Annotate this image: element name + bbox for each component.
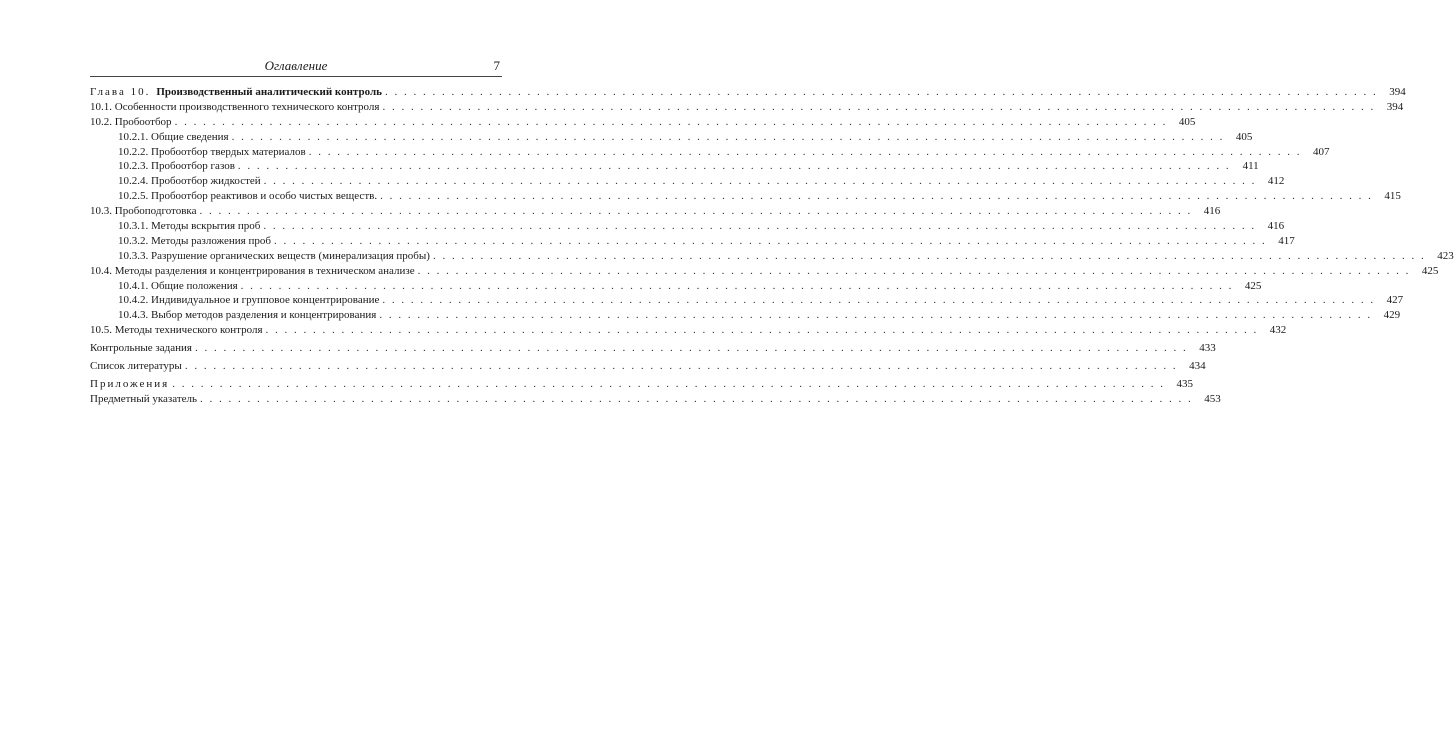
toc-entry-10-4-3 (90, 308, 1401, 323)
toc-entry-page: 417 (1278, 234, 1295, 247)
chapter-label: Глава 10. (90, 86, 151, 98)
toc-entry-page: 416 (1267, 220, 1285, 233)
toc-entry-title: 10.4.1. Общие положения (118, 279, 238, 292)
toc-entry-page: 412 (1267, 175, 1285, 188)
page-number: 7 (493, 58, 500, 73)
toc-entry-page: 435 (1176, 377, 1193, 390)
toc-back-appendices (90, 377, 1193, 392)
toc-entry-10-3 (90, 204, 1221, 219)
toc-entry-title: 10.3.2. Методы разложения проб (118, 234, 271, 247)
toc-entry-title: 10.2.5. Пробоотбор реактивов и особо чистых веществ. (118, 190, 378, 203)
toc-entry-title: Список литературы (90, 360, 182, 373)
dot-leader (172, 377, 1165, 392)
toc-entry-title: 10.3.1. Методы вскрытия проб (118, 220, 261, 233)
toc-entry-10-4-1 (90, 279, 1262, 294)
toc-entry-10-3-3 (90, 249, 1454, 264)
dot-leader (385, 85, 1378, 100)
dot-leader (263, 219, 1256, 234)
toc-entry-title: 10.3.3. Разрушение органических веществ (минерализация пробы) (118, 249, 430, 262)
toc-entry-page: 415 (1384, 190, 1401, 203)
running-title: Оглавление (264, 58, 328, 73)
toc-entry-title: 10.2.1. Общие сведения (118, 130, 229, 143)
dot-leader (200, 392, 1193, 407)
dot-leader (382, 293, 1375, 308)
chapter-page: 394 (1389, 86, 1406, 98)
toc-entry-title: Приложения (90, 377, 170, 390)
toc-entry-title: Предметный указатель (90, 392, 198, 405)
dot-leader (380, 189, 1373, 204)
dot-leader (382, 100, 1375, 115)
toc-entry-10-5 (90, 323, 1287, 338)
toc-entry-page: 433 (1199, 342, 1216, 355)
toc-back-bibliography (90, 359, 1206, 374)
dot-leader (185, 359, 1178, 374)
dot-leader (175, 115, 1168, 130)
toc-entry-10-4 (90, 264, 1439, 279)
toc-entry-page: 394 (1386, 100, 1404, 113)
toc-back-subject-index (90, 392, 1221, 407)
toc-entry-10-2-3 (90, 159, 1259, 174)
dot-leader (433, 249, 1426, 264)
toc-entry-page: 425 (1421, 264, 1439, 277)
toc-entry-title: 10.4.3. Выбор методов разделения и концентрирования (118, 309, 377, 322)
toc-entry-page: 407 (1312, 145, 1330, 158)
dot-leader (195, 341, 1188, 356)
toc-entry-page: 432 (1269, 324, 1287, 337)
toc-entry-title: 10.4. Методы разделения и концентрирования в техническом анализе (90, 264, 415, 277)
toc-entry-title: 10.2.3. Пробоотбор газов (118, 160, 235, 173)
toc-entry-10-3-1 (90, 219, 1285, 234)
toc-entry-10-2 (90, 115, 1196, 130)
toc-entry-10-2-1 (90, 130, 1253, 145)
toc-entry-title: Контрольные задания (90, 342, 192, 355)
toc-entry-title: 10.2.2. Пробоотбор твердых материалов (118, 145, 306, 158)
toc-entry-10-2-4 (90, 174, 1285, 189)
chapter-title: Производственный аналитический контроль (156, 86, 382, 98)
dot-leader (379, 308, 1372, 323)
toc-entry-title: 10.5. Методы технического контроля (90, 324, 263, 337)
toc-entry-10-1 (90, 100, 1404, 115)
toc-entry-page: 416 (1203, 205, 1221, 218)
toc-chapter-row (90, 85, 1406, 100)
dot-leader (241, 279, 1234, 294)
toc-entry-title: 10.2.4. Пробоотбор жидкостей (118, 175, 261, 188)
toc-entry-10-3-2 (90, 234, 1295, 249)
toc-entry-page: 427 (1386, 294, 1404, 307)
toc-entry-10-2-5 (90, 189, 1401, 204)
toc-entry-page: 425 (1244, 279, 1262, 292)
toc-entry-page: 423 (1437, 249, 1454, 262)
toc-entry-page: 434 (1189, 360, 1206, 373)
toc-entry-title: 10.1. Особенности производственного технического контроля (90, 100, 380, 113)
running-header (90, 58, 502, 77)
table-of-contents (90, 85, 1454, 407)
toc-entry-page: 453 (1204, 392, 1221, 405)
dot-leader (232, 130, 1225, 145)
toc-back-control-tasks (90, 341, 1216, 356)
dot-leader (266, 323, 1259, 338)
toc-entry-title: 10.3. Пробоподготовка (90, 205, 197, 218)
toc-entry-title: 10.2. Пробоотбор (90, 115, 172, 128)
toc-entry-page: 405 (1178, 115, 1196, 128)
toc-entry-page: 405 (1235, 130, 1253, 143)
dot-leader (274, 234, 1267, 249)
dot-leader (199, 204, 1192, 219)
toc-entry-page: 429 (1383, 309, 1401, 322)
toc-entry-10-4-2 (90, 293, 1404, 308)
toc-entry-title: 10.4.2. Индивидуальное и групповое концентрирование (118, 294, 380, 307)
dot-leader (264, 174, 1257, 189)
toc-entry-page: 411 (1242, 160, 1259, 173)
toc-entry-10-2-2 (90, 145, 1330, 160)
dot-leader (418, 264, 1411, 279)
dot-leader (309, 145, 1302, 160)
dot-leader (238, 159, 1231, 174)
